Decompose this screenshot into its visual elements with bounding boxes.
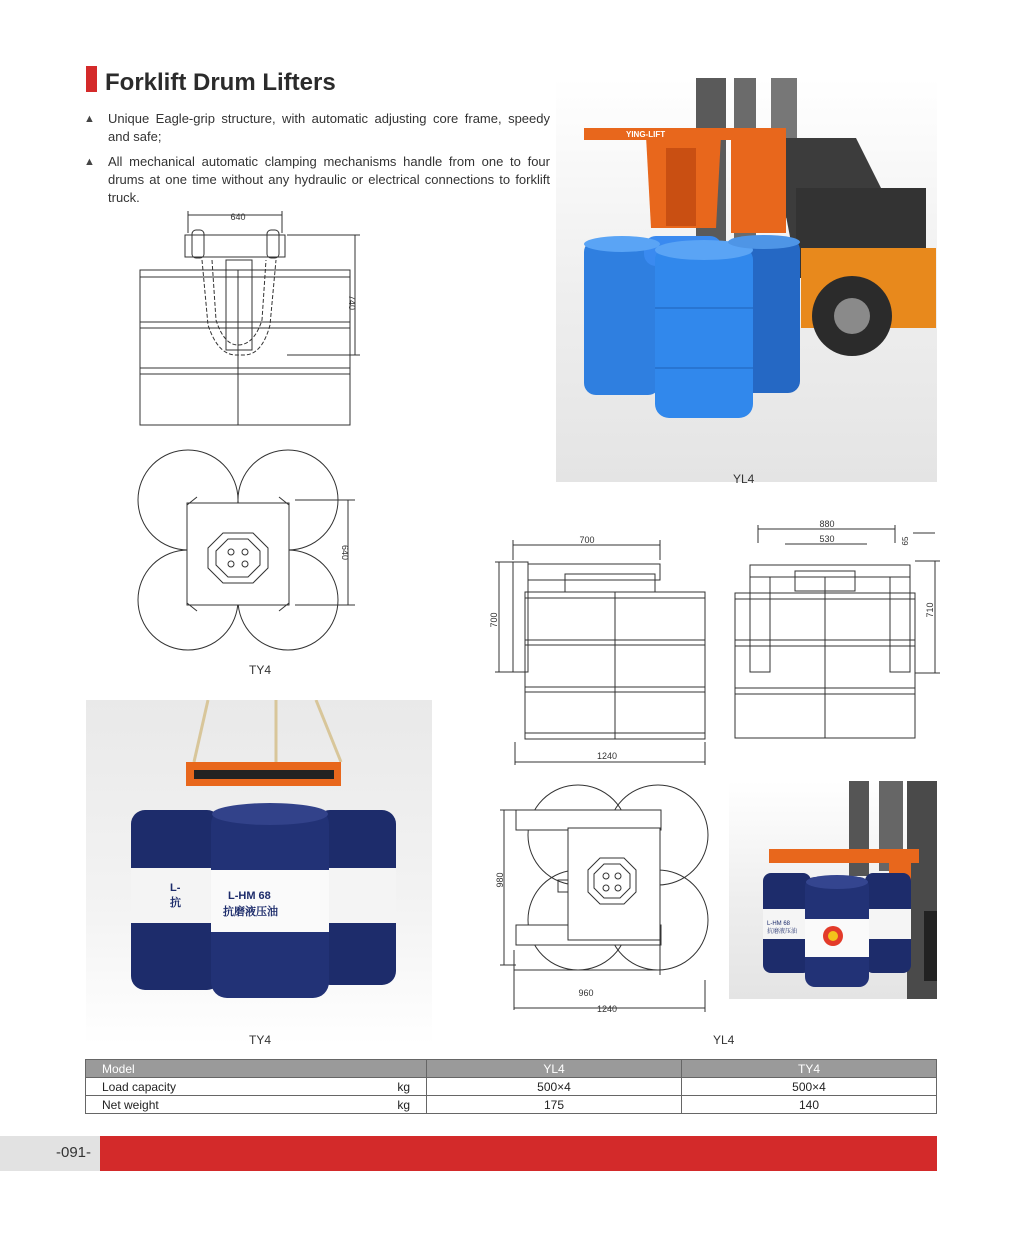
forklift-with-blue-drums-illustration [556,78,937,482]
footer-red-band [100,1136,937,1171]
dim-height-label: 640 [340,545,350,561]
dim-width-label: 880 [819,519,835,529]
header-yl4: YL4 [427,1060,682,1078]
dim-height-label: 710 [925,602,935,618]
drawing-caption-ty4: TY4 [249,663,272,677]
triangle-bullet-icon: ▲ [84,156,95,168]
dim-height-label: 740 [347,295,357,311]
row-label-cell [86,1096,427,1114]
photo-caption-yl4: YL4 [733,472,755,486]
table-row [86,1096,937,1114]
spec-table [85,1059,937,1114]
table-header-row [86,1060,937,1078]
title-accent-bar [86,66,97,92]
ty4-product-photo [86,700,432,1045]
drum-label-left: L- [170,882,181,894]
dim-height-label: 980 [495,872,505,888]
drum-label-cn: 抗磨液压油 [767,929,798,935]
drum-label: L-HM 68 [767,921,791,927]
dim-height-label: 700 [489,612,499,628]
ty4-value: 140 [682,1096,937,1114]
yl4-top-drawing [490,780,725,1020]
yl4-side-drawing [725,515,945,745]
page-number: -091- [56,1144,92,1161]
feature-bullet [84,153,550,207]
ty4-side-drawing [130,205,370,430]
forklift-navy-drums-illustration [729,781,937,999]
brand-label: YING-LIFT [626,130,666,139]
dim-top-label: 65 [901,536,910,546]
table-row [86,1078,937,1096]
row-label-cell [86,1078,427,1096]
photo-caption-ty4: TY4 [249,1033,272,1047]
page-title: Forklift Drum Lifters [105,69,336,96]
yl4-forklift-navy-drums-photo [729,781,937,999]
dim-inner-label: 960 [578,988,594,998]
feature-bullet [84,110,550,146]
drum-label-left-cn: 抗 [170,897,181,909]
header-model: Model [86,1060,427,1078]
ty4-lifting-navy-drums-illustration [86,700,432,1045]
dim-base-label: 1240 [596,1004,618,1014]
ty4-top-drawing [130,445,370,660]
yl4-value: 500×4 [427,1078,682,1096]
yl4-product-photo [556,78,937,482]
dim-inner-label: 530 [819,534,835,544]
row-unit: kg [397,1079,410,1094]
row-label: Load capacity [102,1079,177,1094]
row-label: Net weight [102,1097,159,1112]
drum-label-cn: 抗磨液压油 [223,906,278,918]
feature-text: Unique Eagle-grip structure, with automatic adjusting core frame, speedy and safe; [108,111,550,144]
dim-base-label: 1240 [596,751,618,761]
yl4-value: 175 [427,1096,682,1114]
feature-text: All mechanical automatic clamping mechanisms handle from one to four drums at one time without any hydraulic or electrical connections to forklift truck. [108,154,550,205]
header-ty4: TY4 [682,1060,937,1078]
row-unit: kg [397,1097,410,1112]
dim-width-label: 700 [579,535,595,545]
drawing-caption-yl4: YL4 [713,1033,735,1047]
dim-width-label: 640 [230,212,246,222]
yl4-front-drawing [485,530,720,765]
drum-label: L-HM 68 [228,890,271,902]
triangle-bullet-icon: ▲ [84,113,95,125]
ty4-value: 500×4 [682,1078,937,1096]
